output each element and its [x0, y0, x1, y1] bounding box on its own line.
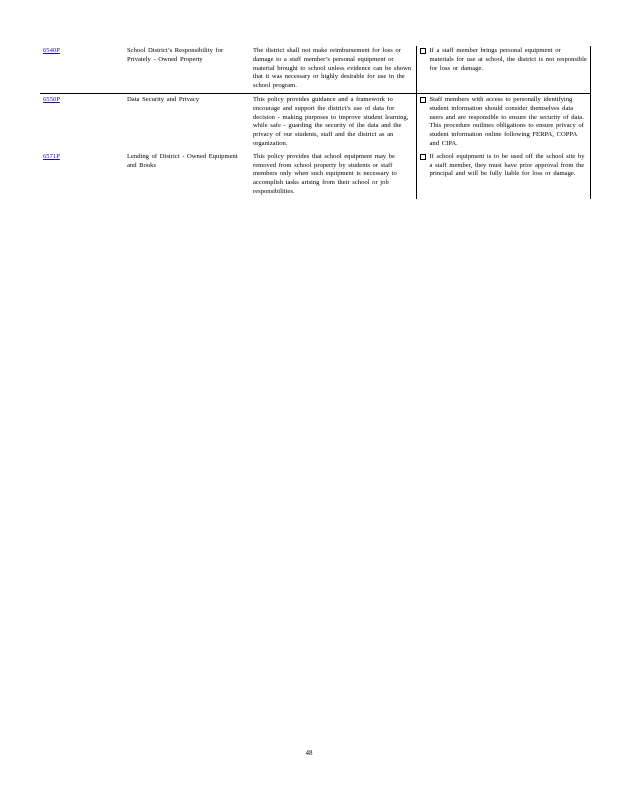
table-row	[40, 46, 590, 93]
procedure-cell	[416, 93, 590, 150]
policy-description-cell: This policy provides that school equipment may be removed from school property by students or staff members only when such equipment is necessary to accomplish tasks arising from their school or job responsibilities.	[250, 151, 416, 199]
policy-title-cell: Data Security and Privacy	[124, 93, 250, 150]
policy-code-cell	[40, 151, 124, 199]
bullet-box-icon	[420, 97, 426, 103]
policy-code-cell	[40, 93, 124, 150]
policy-code-link[interactable]: 6550P	[43, 95, 60, 103]
policy-title-cell: Lending of District - Owned Equipment and Books	[127, 152, 238, 169]
procedure-text: If school equipment is to be used off the school site by a staff member, they must have prior approval from the principal and will be fully liable for loss or damage.	[429, 152, 585, 178]
procedure-text: If a staff member brings personal equipment or materials for use at school, the district is not responsible for loss or damage.	[429, 47, 587, 72]
table-row	[40, 93, 590, 150]
bullet-box-icon	[420, 48, 426, 54]
policy-title-cell: School District’s Responsibility for Privately - Owned Property	[127, 47, 224, 63]
policy-code-link[interactable]: 6540P	[43, 47, 60, 54]
procedure-text: Staff members with access to personally identifying student information should consider themselves data users and are responsible to ensure the security of data. This procedure outlines obligations to ensure privacy of student information online following FERPA, COPPA and CIPA.	[429, 95, 584, 147]
procedure-cell	[416, 151, 590, 199]
procedure-bullet	[420, 47, 588, 73]
procedure-cell	[416, 46, 590, 93]
page-number: 48	[305, 749, 313, 757]
policy-code-link[interactable]: 6571P	[43, 152, 60, 160]
procedure-bullet	[420, 153, 588, 179]
policy-description-cell: The district shall not make reimbursement for loss or damage to a staff member’s personal equipment or material brought to school unless evidence can be shown that it was necessary or highly desirable for use in the school program.	[250, 46, 416, 93]
table-row	[40, 151, 590, 199]
policy-table	[40, 46, 591, 199]
policy-code-cell	[40, 46, 124, 93]
policy-description-cell: This policy provides guidance and a framework to encourage and support the district’s use of data for decision - making purposes to improve student learning, while safe - guarding the security of the data and the privacy of our students, staff and the district as an organization.	[250, 93, 416, 150]
procedure-bullet	[420, 96, 588, 149]
bullet-box-icon	[420, 154, 426, 160]
